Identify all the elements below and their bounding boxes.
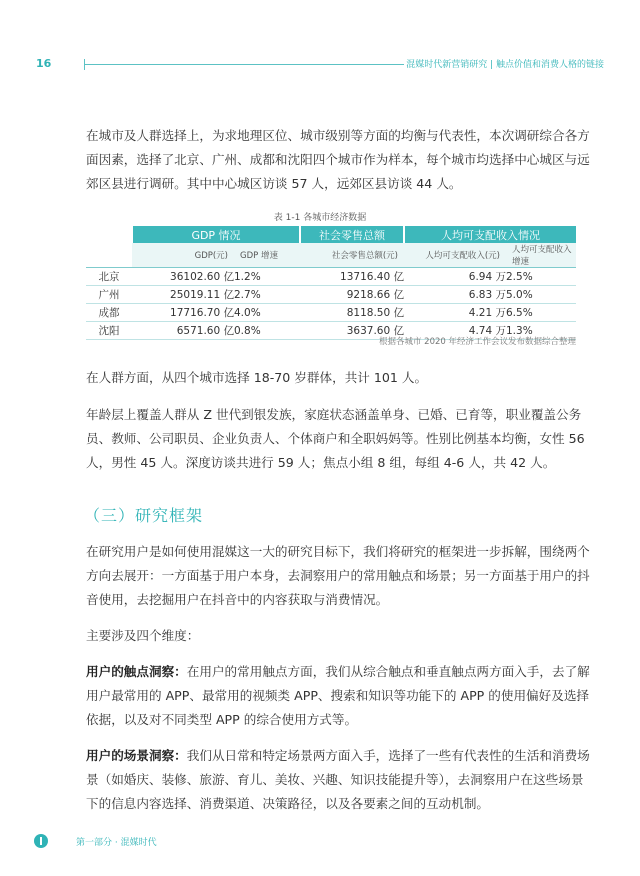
group-header-gdp: GDP 情况 [132, 226, 300, 243]
cell-retail: 9218.66 亿 [300, 286, 404, 304]
table-row [86, 304, 576, 322]
cell-gdp-growth: 4.0% [234, 304, 300, 322]
subheader-gdp-growth: GDP 增速 [234, 243, 300, 268]
header-divider-line [84, 64, 404, 65]
cell-income-growth: 5.0% [506, 286, 576, 304]
cell-city: 北京 [86, 268, 132, 286]
page-header [0, 52, 640, 76]
cell-retail: 8118.50 亿 [300, 304, 404, 322]
cell-gdp-growth: 0.8% [234, 322, 300, 340]
table-group-header-row [86, 226, 576, 243]
cell-income-growth: 6.5% [506, 304, 576, 322]
cell-income-growth: 1.3% [506, 322, 576, 340]
group-header-retail: 社会零售总额 [300, 226, 404, 243]
cell-income: 4.74 万 [404, 322, 506, 340]
cell-income: 4.21 万 [404, 304, 506, 322]
table-row [86, 268, 576, 286]
table-source-note: 根据各城市 2020 年经济工作会议发布数据综合整理 [378, 337, 576, 347]
subheader-income-growth: 人均可支配收入增速 [506, 243, 576, 268]
table-caption: 表 1-1 各城市经济数据 [273, 213, 367, 223]
paragraph-dimensions-intro: 主要涉及四个维度： [86, 628, 200, 643]
page-number: 16 [36, 57, 52, 70]
group-header-income: 人均可支配收入情况 [404, 226, 576, 243]
cell-income-growth: 2.5% [506, 268, 576, 286]
cell-retail: 3637.60 亿 [300, 322, 404, 340]
scenario-insight-label: 用户的场景洞察： [86, 748, 187, 763]
table-row [86, 286, 576, 304]
running-head: 混媒时代新营销研究 | 触点价值和消费人格的链接 [406, 60, 604, 70]
cell-income: 6.94 万 [404, 268, 506, 286]
paragraph-demographics: 年龄层上覆盖人群从 Z 世代到银发族，家庭状态涵盖单身、已婚、已育等，职业覆盖公务员、教师、公司职员、企业负责人、个体商户和全职妈妈等。性别比例基本均衡，女性 56 人，男性 45 人。深度访谈共进行 59 人；焦点小组 8 组，每组 4-6 人，共 42 人。 [86, 407, 585, 470]
cell-retail: 13716.40 亿 [300, 268, 404, 286]
footer-section-label: 第一部分 · 混媒时代 [76, 838, 157, 848]
page-footer [0, 832, 640, 852]
paragraph-framework: 在研究用户是如何使用混媒这一大的研究目标下，我们将研究的框架进一步拆解，围绕两个方向去展开：一方面基于用户本身，去洞察用户的常用触点和场景；另一方面基于用户的抖音使用，去挖掘用户在抖音中的内容获取与消费情况。 [86, 544, 590, 607]
cell-gdp: 6571.60 亿 [132, 322, 234, 340]
touchpoint-insight-text: 在用户的常用触点方面，我们从综合触点和垂直触点两方面入手，去了解用户最常用的 APP、最常用的视频类 APP、搜索和知识等功能下的 APP 的使用偏好及选择依据，以及对不同类型 APP 的综合使用方式等。 [86, 664, 590, 727]
touchpoint-insight-label: 用户的触点洞察： [86, 664, 187, 679]
cell-income: 6.83 万 [404, 286, 506, 304]
paragraph-scenario-insight [86, 744, 594, 816]
scenario-insight-text: 我们从日常和特定场景两方面入手，选择了一些有代表性的生活和消费场景（如婚庆、装修、旅游、育儿、美妆、兴趣、知识技能提升等），去洞察用户在这些场景下的信息内容选择、消费渠道、决策路径，以及各要素之间的互动机制。 [86, 748, 590, 811]
cell-gdp-growth: 1.2% [234, 268, 300, 286]
table-subheader-row [86, 243, 576, 268]
city-economy-table [86, 226, 576, 340]
paragraph-touchpoint-insight [86, 660, 594, 732]
cell-gdp: 25019.11 亿 [132, 286, 234, 304]
table-corner-cell [86, 243, 132, 268]
section-marker-icon [34, 834, 48, 848]
cell-gdp: 36102.60 亿 [132, 268, 234, 286]
subheader-income: 人均可支配收入(元) [404, 243, 506, 268]
section-title: （三）研究框架 [84, 506, 204, 525]
cell-gdp: 17716.70 亿 [132, 304, 234, 322]
cell-city: 成都 [86, 304, 132, 322]
cell-city: 沈阳 [86, 322, 132, 340]
subheader-retail: 社会零售总额(元) [300, 243, 404, 268]
cell-city: 广州 [86, 286, 132, 304]
table-corner-cell [86, 226, 132, 243]
subheader-gdp: GDP(元) [132, 243, 234, 268]
cell-gdp-growth: 2.7% [234, 286, 300, 304]
paragraph-population: 在人群方面，从四个城市选择 18-70 岁群体，共计 101 人。 [86, 370, 428, 385]
paragraph-city-selection: 在城市及人群选择上，为求地理区位、城市级别等方面的均衡与代表性，本次调研综合各方面因素，选择了北京、广州、成都和沈阳四个城市作为样本，每个城市均选择中心城区与远郊区县进行调研。其中中心城区访谈 57 人，远郊区县访谈 44 人。 [86, 128, 590, 191]
